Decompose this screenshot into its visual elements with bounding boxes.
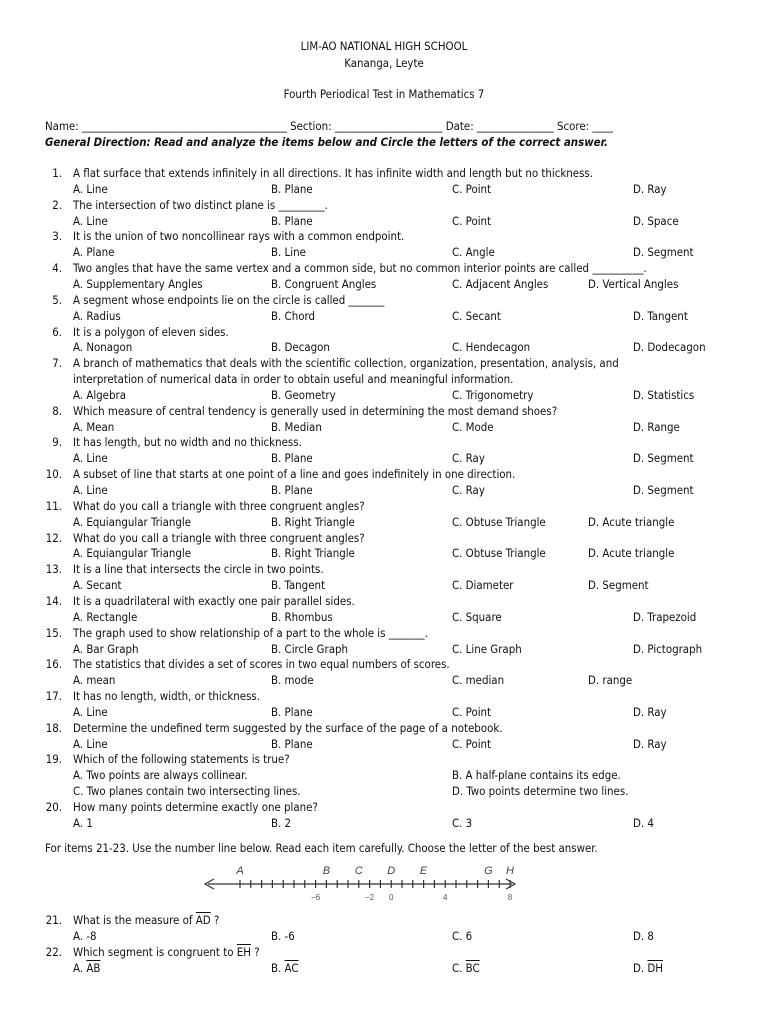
question-stem: It is a polygon of eleven sides. xyxy=(73,324,229,339)
answer-choice: C. Point xyxy=(452,704,492,719)
answer-choice: A. Line xyxy=(73,451,108,466)
answer-choice xyxy=(73,961,100,975)
answer-choice: C. Point xyxy=(452,181,492,196)
answer-choice: D. Acute triangle xyxy=(588,514,675,529)
question-stem: It is a quadrilateral with exactly one pair parallel sides. xyxy=(73,593,355,608)
answer-choice: D. Ray xyxy=(633,181,667,196)
question-stem: The graph used to show relationship of a part to the whole is _______. xyxy=(73,625,428,640)
answer-choice: A. Secant xyxy=(73,578,122,593)
coordinate-label: −6 xyxy=(311,893,321,902)
point-label: D xyxy=(387,865,396,877)
answer-choice: A. mean xyxy=(73,673,116,688)
answer-choice: B. 2 xyxy=(271,815,292,830)
answer-choice: B. Tangent xyxy=(271,578,326,593)
segment-label: $\overline{EH}$ xyxy=(236,944,251,959)
question-number: 11. xyxy=(45,498,62,513)
question-number: 22. xyxy=(45,944,62,959)
question-stem: Determine the undefined term suggested by the surface of the page of a notebook. xyxy=(73,720,503,735)
question-number: 20. xyxy=(45,800,62,814)
question-number: 16. xyxy=(45,657,62,672)
question-number: 6. xyxy=(52,324,62,339)
answer-choice: D. Pictograph xyxy=(633,641,703,656)
point-label: E xyxy=(419,865,428,877)
answer-choice: D. Ray xyxy=(633,736,667,751)
question-stem: The intersection of two distinct plane is _________. xyxy=(73,197,328,212)
general-direction: General Direction: Read and analyze the items below and Circle the letters of the correct answer. xyxy=(45,135,608,149)
answer-choice: B. -6 xyxy=(271,928,295,943)
answer-choice: C. Point xyxy=(452,736,492,751)
question-number: 1. xyxy=(52,166,62,180)
answer-choice: A. Line xyxy=(73,736,108,751)
answer-choice: D. Segment xyxy=(633,245,694,260)
answer-choice xyxy=(633,961,663,975)
question-number: 4. xyxy=(52,261,62,276)
choice-letter: C. xyxy=(452,960,466,975)
answer-choice: D. Space xyxy=(633,213,679,228)
answer-choice: D. Two points determine two lines. xyxy=(452,784,629,799)
question-number: 15. xyxy=(45,625,62,640)
answer-choice: A. Algebra xyxy=(73,387,126,402)
answer-choice: A. Line xyxy=(73,483,108,497)
answer-choice: A. 1 xyxy=(73,815,93,830)
answer-choice xyxy=(271,961,299,975)
question-stem: Which of the following statements is true? xyxy=(73,752,290,767)
question-number: 18. xyxy=(45,720,62,735)
answer-choice: C. Mode xyxy=(452,419,494,434)
answer-choice: A. Supplementary Angles xyxy=(73,276,203,291)
stem-text: What is the measure of xyxy=(73,913,196,927)
answer-choice: D. Range xyxy=(633,419,680,434)
coordinate-label: 0 xyxy=(388,893,394,902)
answer-choice: B. Congruent Angles xyxy=(271,276,377,291)
question-stem: It has no length, width, or thickness. xyxy=(73,689,261,704)
answer-choice: A. Mean xyxy=(73,419,115,434)
answer-choice: D. Segment xyxy=(633,451,694,466)
choice-letter: A. xyxy=(73,960,87,975)
question-stem: It is the union of two noncollinear rays with a common endpoint. xyxy=(73,229,405,244)
segment-label: $\overline{AB}$ xyxy=(86,960,101,975)
answer-choice: B. Rhombus xyxy=(271,609,333,624)
answer-choice: C. Two planes contain two intersecting lines. xyxy=(73,784,301,799)
answer-choice: D. Dodecagon xyxy=(633,340,706,355)
answer-choice: C. Square xyxy=(452,609,502,624)
answer-choice: C. Point xyxy=(452,213,492,228)
stem-text: Which segment is congruent to xyxy=(73,944,237,959)
segment-label: $\overline{AD}$ xyxy=(195,913,211,927)
school-name: LIM-AO NATIONAL HIGH SCHOOL xyxy=(300,39,468,53)
question-number: 14. xyxy=(45,593,62,608)
answer-choice: D. Statistics xyxy=(633,387,695,402)
answer-choice: C. Secant xyxy=(452,308,501,323)
answer-choice: A. Radius xyxy=(73,308,121,323)
answer-choice: B. Right Triangle xyxy=(271,514,355,529)
answer-choice: D. 8 xyxy=(633,928,654,943)
point-label: G xyxy=(484,865,493,877)
stem-text: ? xyxy=(210,913,220,927)
answer-choice: C. Obtuse Triangle xyxy=(452,514,546,529)
question-number: 7. xyxy=(52,356,62,371)
answer-choice: B. Plane xyxy=(271,736,313,751)
test-title: Fourth Periodical Test in Mathematics 7 xyxy=(283,87,485,101)
question-stem: It is a line that intersects the circle in two points. xyxy=(73,562,324,577)
point-label: C xyxy=(354,865,363,877)
answer-choice: A. Line xyxy=(73,213,108,228)
answer-choice: A. Line xyxy=(73,704,108,719)
answer-choice: C. Obtuse Triangle xyxy=(452,546,546,561)
answer-choice: D. Segment xyxy=(588,578,649,593)
answer-choice: B. Geometry xyxy=(271,387,336,402)
answer-choice: B. Decagon xyxy=(271,340,330,355)
question-stem: A flat surface that extends infinitely in all directions. It has infinite width and length but no thickness. xyxy=(73,166,594,180)
student-info-line: Name: ________________________________________ Section: _____________________ Date: _______________ Score: ____ xyxy=(45,119,613,133)
answer-choice: C. Ray xyxy=(452,483,485,497)
answer-choice: D. range xyxy=(588,673,633,688)
answer-choice: A. Equiangular Triangle xyxy=(73,514,192,529)
question-stem: A branch of mathematics that deals with the scientific collection, organization, presentation, analysis, and xyxy=(73,356,619,371)
answer-choice: D. Acute triangle xyxy=(588,546,675,561)
question-number: 12. xyxy=(45,530,62,545)
answer-choice: C. Adjacent Angles xyxy=(452,276,549,291)
answer-choice: D. Ray xyxy=(633,704,667,719)
question-stem: A segment whose endpoints lie on the circle is called _______ xyxy=(73,292,385,307)
question-number: 3. xyxy=(52,229,62,244)
segment-label: $\overline{AC}$ xyxy=(284,960,299,975)
question-stem xyxy=(73,913,219,927)
section-note: For items 21-23. Use the number line below. Read each item carefully. Choose the letter of the best answer. xyxy=(45,841,598,855)
answer-choice: A. Equiangular Triangle xyxy=(73,546,192,561)
answer-choice: C. 3 xyxy=(452,815,473,830)
number-line-figure xyxy=(200,862,522,906)
segment-label: $\overline{BC}$ xyxy=(465,960,480,975)
question-stem: What do you call a triangle with three congruent angles? xyxy=(73,498,365,513)
coordinate-label: 4 xyxy=(442,893,448,902)
answer-choice: D. Trapezoid xyxy=(633,609,697,624)
answer-choice: B. A half-plane contains its edge. xyxy=(452,768,621,783)
point-label: A xyxy=(236,865,244,877)
answer-choice: A. Two points are always collinear. xyxy=(73,768,248,783)
question-number: 8. xyxy=(52,403,62,418)
answer-choice: C. Angle xyxy=(452,245,495,260)
coordinate-label: −2 xyxy=(365,893,375,902)
coordinate-label: 8 xyxy=(507,893,513,902)
question-number: 9. xyxy=(52,435,62,450)
answer-choice: B. Plane xyxy=(271,483,313,497)
question-stem: A subset of line that starts at one point of a line and goes indefinitely in one direction. xyxy=(73,467,516,482)
question-number: 5. xyxy=(52,292,62,307)
answer-choice: A. Nonagon xyxy=(73,340,133,355)
answer-choice: C. Line Graph xyxy=(452,641,522,656)
question-stem: The statistics that divides a set of scores in two equal numbers of scores. xyxy=(73,657,450,672)
segment-label: $\overline{DH}$ xyxy=(647,960,664,975)
answer-choice: B. Plane xyxy=(271,181,313,196)
answer-choice: B. Line xyxy=(271,245,306,260)
question-stem: Two angles that have the same vertex and a common side, but no common interior points are called __________. xyxy=(73,261,647,276)
point-label: H xyxy=(506,865,514,877)
question-stem: What do you call a triangle with three congruent angles? xyxy=(73,530,365,545)
question-stem: How many points determine exactly one plane? xyxy=(73,800,318,814)
question-number: 10. xyxy=(45,467,62,482)
answer-choice: B. Chord xyxy=(271,308,315,323)
school-location: Kananga, Leyte xyxy=(344,56,424,70)
question-number: 19. xyxy=(45,752,62,767)
answer-choice: C. Ray xyxy=(452,451,485,466)
answer-choice: B. Plane xyxy=(271,451,313,466)
answer-choice: A. Rectangle xyxy=(73,609,138,624)
answer-choice: D. Vertical Angles xyxy=(588,276,679,291)
point-label: B xyxy=(322,865,331,877)
answer-choice: C. Diameter xyxy=(452,578,514,593)
answer-choice: C. median xyxy=(452,673,505,688)
question-number: 2. xyxy=(52,197,62,212)
question-number: 13. xyxy=(45,562,62,577)
answer-choice: D. 4 xyxy=(633,815,654,830)
answer-choice: B. Plane xyxy=(271,213,313,228)
stem-text: ? xyxy=(250,944,260,959)
answer-choice xyxy=(452,961,480,975)
question-number: 21. xyxy=(45,913,62,927)
answer-choice: A. Line xyxy=(73,181,108,196)
answer-choice: D. Segment xyxy=(633,483,694,497)
choice-letter: D. xyxy=(633,960,648,975)
question-number: 17. xyxy=(45,689,62,704)
question-stem: Which measure of central tendency is generally used in determining the most demand shoes? xyxy=(73,403,558,418)
answer-choice: B. Right Triangle xyxy=(271,546,355,561)
question-stem: interpretation of numerical data in order to obtain useful and meaningful information. xyxy=(73,372,514,387)
answer-choice: A. -8 xyxy=(73,928,97,943)
answer-choice: B. Circle Graph xyxy=(271,641,348,656)
question-stem xyxy=(73,945,260,959)
answer-choice: B. mode xyxy=(271,673,314,688)
question-stem: It has length, but no width and no thickness. xyxy=(73,435,302,450)
answer-choice: C. Hendecagon xyxy=(452,340,531,355)
answer-choice: A. Bar Graph xyxy=(73,641,139,656)
answer-choice: C. 6 xyxy=(452,928,473,943)
answer-choice: C. Trigonometry xyxy=(452,387,534,402)
answer-choice: B. Plane xyxy=(271,704,313,719)
answer-choice: D. Tangent xyxy=(633,308,688,323)
choice-letter: B. xyxy=(271,960,285,975)
answer-choice: A. Plane xyxy=(73,245,115,260)
answer-choice: B. Median xyxy=(271,419,322,434)
